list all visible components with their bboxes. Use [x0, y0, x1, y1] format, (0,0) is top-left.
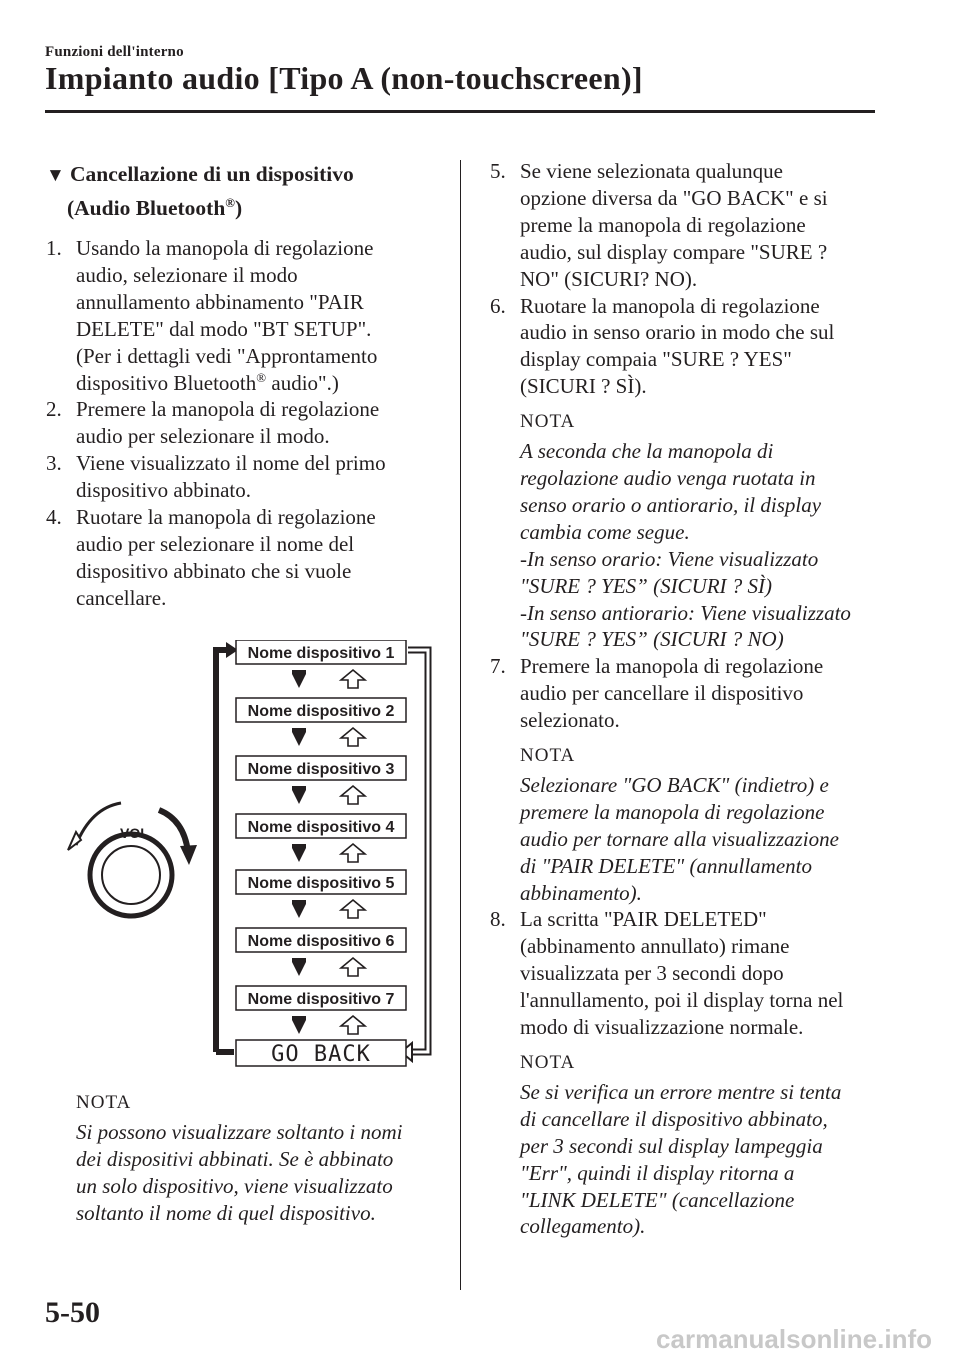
step-4 [46, 504, 446, 612]
step-number: 7. [490, 654, 506, 679]
arrow-down-icon [292, 844, 306, 862]
note-line: abbinamento). [520, 880, 642, 905]
note-heading: NOTA [520, 745, 576, 767]
note-line: premere la manopola di regolazione [520, 799, 825, 824]
step-line: audio, selezionare il modo [76, 262, 298, 287]
note-line: Si possono visualizzare soltanto i nomi [76, 1119, 403, 1144]
arrow-down-icon [292, 786, 306, 804]
note-line: Selezionare "GO BACK" (indietro) e [520, 772, 829, 797]
note-heading: NOTA [520, 411, 576, 433]
step-number: 2. [46, 397, 62, 422]
arrow-up-icon [341, 786, 365, 804]
note-line: un solo dispositivo, viene visualizzato [76, 1173, 393, 1198]
device-selection-diagram [56, 640, 456, 1080]
note-line: Se si verifica un errore mentre si tenta [520, 1079, 842, 1104]
step-number: 3. [46, 451, 62, 476]
page-title: Impianto audio [Tipo A (non-touchscreen)] [45, 60, 643, 96]
device-name-label: Nome dispositivo 2 [247, 703, 395, 720]
step-line: audio per cancellare il dispositivo [520, 681, 804, 706]
note-line: cambia come segue. [520, 519, 690, 544]
note-left [76, 1090, 456, 1227]
note-line: A seconda che la manopola di [520, 439, 774, 464]
arrow-up-icon [341, 958, 365, 976]
step-1 [46, 235, 446, 396]
step-line: audio per selezionare il nome del [76, 531, 355, 556]
step-6 [490, 293, 890, 401]
step-line: display compaia "SURE ? YES" [520, 347, 792, 372]
step-line: (abbinamento annullato) rimane [520, 934, 790, 959]
step-line: DELETE" dal modo "BT SETUP". [76, 316, 372, 341]
step-8 [490, 906, 890, 1041]
note-line: audio per tornare alla visualizzazione [520, 826, 839, 851]
step-number: 4. [46, 505, 62, 530]
column-divider [460, 160, 461, 1290]
step-line: opzione diversa da "GO BACK" e si [520, 185, 828, 210]
step-number: 1. [46, 236, 62, 260]
note-line: "Err", quindi il display ritorna a [520, 1160, 795, 1185]
step-line: Premere la manopola di regolazione [520, 654, 824, 679]
go-back-label: GO BACK [271, 1042, 371, 1067]
step-line: La scritta "PAIR DELETED" [520, 907, 767, 932]
note-step-7 [490, 743, 890, 906]
step-line: Ruotare la manopola di regolazione [76, 505, 376, 530]
note-line: regolazione audio venga ruotata in [520, 465, 816, 490]
step-3 [46, 450, 446, 504]
section-title-line1: Cancellazione di un dispositivo [70, 162, 354, 186]
step-line: audio, sul display compare "SURE ? [520, 239, 828, 264]
step-line: (SICURI ? SÌ). [520, 374, 647, 399]
device-name-label: Nome dispositivo 3 [247, 761, 395, 778]
note-line: "LINK DELETE" (cancellazione [520, 1187, 795, 1212]
step-line: audio per selezionare il modo. [76, 424, 330, 449]
step-number: 5. [490, 159, 506, 183]
note-line: "SURE ? YES” (SICURI ? SÌ) [520, 573, 773, 598]
step-line: Usando la manopola di regolazione [76, 236, 374, 260]
step-line: (Per i dettagli vedi "Approntamento [76, 343, 378, 368]
note-line: soltanto il nome di quel dispositivo. [76, 1200, 376, 1225]
arrow-down-icon [292, 670, 306, 688]
device-name-label: Nome dispositivo 4 [247, 819, 395, 836]
note-step-6 [490, 409, 890, 653]
volume-knob-icon [68, 803, 197, 916]
note-line: senso orario o antiorario, il display [520, 492, 822, 517]
step-line: Se viene selezionata qualunque [520, 159, 783, 183]
step-line: modo di visualizzazione normale. [520, 1015, 804, 1040]
note-line: "SURE ? YES” (SICURI ? NO) [520, 627, 784, 652]
step-7 [490, 653, 890, 734]
step-line: Ruotare la manopola di regolazione [520, 293, 820, 318]
rotate-cw-arrow-icon [159, 810, 188, 852]
note-line: -In senso antiorario: Viene visualizzato [520, 600, 851, 625]
step-line: cancellare. [76, 585, 167, 610]
section-heading [46, 158, 446, 225]
section-title-line2: (Audio Bluetooth®) [67, 194, 243, 220]
note-line: per 3 secondi sul display lampeggia [520, 1133, 823, 1158]
step-line: preme la manopola di regolazione [520, 212, 806, 237]
step-line: dispositivo abbinato che si vuole [76, 558, 352, 583]
step-line: Viene visualizzato il nome del primo [76, 451, 386, 476]
step-line: annullamento abbinamento "PAIR [76, 289, 364, 314]
step-2 [46, 396, 446, 450]
triangle-marker-icon: ▼ [46, 165, 65, 186]
watermark: carmanualsonline.info [656, 1324, 932, 1354]
note-line: di "PAIR DELETE" (annullamento [520, 853, 812, 878]
left-column [46, 158, 446, 612]
right-column [490, 158, 890, 1240]
step-line: Premere la manopola di regolazione [76, 397, 380, 422]
step-line: selezionato. [520, 708, 620, 733]
arrow-up-icon [341, 900, 365, 918]
arrow-down-icon [292, 900, 306, 918]
arrow-up-icon [341, 728, 365, 746]
step-line: visualizzata per 3 secondi dopo [520, 961, 784, 986]
step-line: dispositivo abbinato. [76, 478, 251, 503]
note-step-8 [490, 1050, 890, 1240]
arrow-down-icon [292, 728, 306, 746]
knob-label: VOL [120, 825, 149, 841]
note-heading: NOTA [76, 1092, 132, 1113]
step-line: audio in senso orario in modo che sul [520, 320, 835, 345]
step-number: 6. [490, 293, 506, 318]
device-name-label: Nome dispositivo 6 [247, 933, 395, 950]
arrow-down-icon [292, 1016, 306, 1034]
arrow-up-icon [341, 844, 365, 862]
step-line: NO" (SICURI? NO). [520, 266, 698, 291]
device-name-label: Nome dispositivo 5 [247, 875, 395, 892]
page-number: 5-50 [45, 1296, 100, 1329]
note-line: -In senso orario: Viene visualizzato [520, 546, 819, 571]
arrow-down-icon [292, 958, 306, 976]
arrow-up-icon [341, 670, 365, 688]
note-heading: NOTA [520, 1052, 576, 1073]
note-line: dei dispositivi abbinati. Se è abbinato [76, 1146, 394, 1171]
header-rule [45, 110, 875, 113]
device-name-label: Nome dispositivo 1 [247, 645, 395, 662]
note-line: collegamento). [520, 1214, 646, 1239]
note-line: di cancellare il dispositivo abbinato, [520, 1106, 828, 1131]
step-line: dispositivo Bluetooth® audio".) [76, 369, 339, 395]
loop-line-left [216, 650, 232, 1052]
arrow-up-icon [341, 1016, 365, 1034]
device-name-label: Nome dispositivo 7 [247, 991, 395, 1008]
step-line: l'annullamento, poi il display torna nel [520, 988, 844, 1013]
step-number: 8. [490, 907, 506, 932]
section-category: Funzioni dell'interno [45, 44, 184, 60]
step-5 [490, 158, 890, 293]
